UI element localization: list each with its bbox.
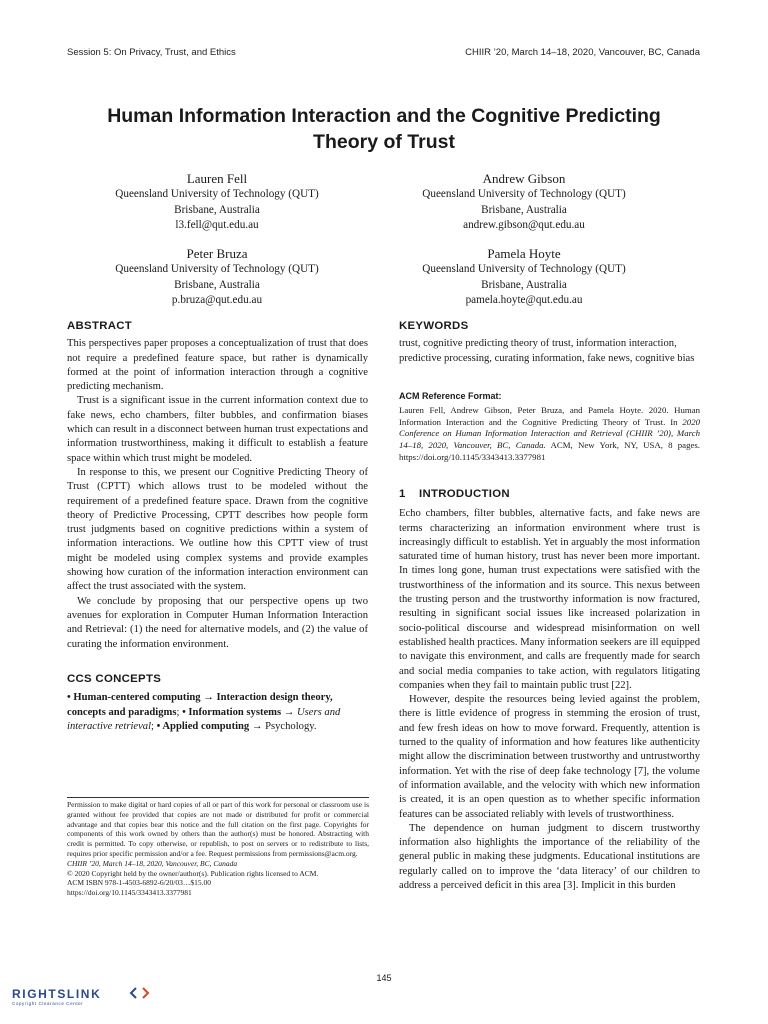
abstract-paragraph: In response to this, we present our Cognitive Predicting Theory of Trust (CPTT) which allows trust to be modeled without the requirement of a predefined feature space. Drawn from the cognitive theory of Predictive Processing, CPTT describes how people form trust judgments based on cognitive predictions within a system of information interactions. We outline how this CPTT view of trust might be modeled using complex systems and provide examples showing how curation of the information interaction environment can affect the trust associated with the system. <box>67 466 368 593</box>
permission-copyright: © 2020 Copyright held by the owner/author(s). Publication rights licensed to ACM. <box>67 868 319 878</box>
author-name: Pamela Hoyte <box>487 246 561 261</box>
author-affiliation: Queensland University of Technology (QUT) <box>422 263 626 275</box>
logo-chevron-icon <box>143 988 148 998</box>
author-email[interactable]: pamela.hoyte@qut.edu.au <box>465 294 583 306</box>
introduction-paragraph: The dependence on human judgment to discern trustworthy information also highlights the importance of the reliability of the general public in making these judgments. Educational institutions are regularly called on to improve the ‘data literacy’ of our children to address a perceived deficit in this area [3]. Implicit in this burden <box>399 822 700 892</box>
paper-title <box>60 103 708 155</box>
acm-reference-heading: ACM Reference Format: <box>399 391 502 401</box>
ccs-concept-psychology: → Psychology. <box>249 720 317 732</box>
introduction-heading <box>399 487 700 501</box>
rightslink-logo-text: RIGHTSLINK <box>12 987 102 1001</box>
running-header-session: Session 5: On Privacy, Trust, and Ethics <box>67 47 236 58</box>
paper-title-line-1: Human Information Interaction and the Cognitive Predicting <box>107 105 661 127</box>
author-location: Brisbane, Australia <box>174 203 260 216</box>
author-block-1 <box>67 170 367 234</box>
author-block-4 <box>374 245 674 309</box>
permission-doi[interactable]: https://doi.org/10.1145/3343413.3377981 <box>67 888 192 898</box>
logo-chevron-icon <box>131 988 136 998</box>
author-name: Lauren Fell <box>186 171 248 186</box>
keywords-text: trust, cognitive predicting theory of trust, information interaction, predictive processing, curating information, fake news, cognitive bias <box>399 338 695 364</box>
section-title: INTRODUCTION <box>419 488 510 500</box>
introduction-paragraph: However, despite the resources being levied against the problem, there is little evidence of progress in stemming the erosion of trust, and few fresh ideas on how to move forward. Frequently, attention is turned to the quality of information and how features like authenticity might allow the discrimination between trustworthy and untrustworthy information. Yet with the rise of deep fake technology [7], the volume of information available, and the velocity with which new information is created, it is an open question as to whether specific information features can be associated reliably with levels of trustworthiness. <box>399 694 700 820</box>
permission-isbn: ACM ISBN 978-1-4503-6892-6/20/03…$15.00 <box>67 878 211 888</box>
running-header-conference: CHIIR ’20, March 14–18, 2020, Vancouver, BC, Canada <box>465 47 700 58</box>
ccs-arrow: → <box>281 706 298 718</box>
page-number: 145 <box>376 973 392 983</box>
abstract-section <box>67 319 368 652</box>
author-block-2 <box>374 170 674 234</box>
section-number: 1 <box>399 488 406 500</box>
ccs-separator: ; <box>151 720 157 732</box>
author-location: Brisbane, Australia <box>481 278 567 291</box>
abstract-paragraph: Trust is a significant issue in the current information context due to fake news, echo chambers, filter bubbles, and confirmation biases which can result in a disconnect between human trust expectations and information trustworthiness, making it difficult to establish a feature space within which trust might be modeled. <box>67 395 368 464</box>
ccs-concepts-heading: CCS CONCEPTS <box>67 673 162 685</box>
acm-reference-venue: 2020 Conference on Human Information Interaction and Retrieval (CHIIR ’20), March 14–18, 2020, Vancouver, BC, Canada. <box>399 416 700 451</box>
ccs-concept-info-systems: • Information systems <box>182 706 282 718</box>
introduction-paragraph: Echo chambers, filter bubbles, alternative facts, and fake news are terms characterizing an information environment where trust is increasingly difficult to establish. Yet in arguably the most information saturated time of human history, trust has never been more important. In times long gone, human trust expectations were satisfied with the trustworthiness of the information and its source. This nexus between the trusting person and the trustworthy information is now fractured, resulting in significant social issues like increased polarization in socio-political discourse and widespread misinformation on well established health practices. Many information seekers are ill equipped to navigate this environment, and calls are frequently made for search and social media companies to take action, with regulators litigating companies when they fail to maintain public trust [22]. <box>399 508 700 691</box>
paper-title-line-2: Theory of Trust <box>313 131 455 153</box>
author-location: Brisbane, Australia <box>174 278 260 291</box>
ccs-concepts-section <box>67 672 368 734</box>
acm-reference-text <box>399 405 700 463</box>
acm-reference-section <box>399 389 700 463</box>
abstract-paragraph: We conclude by proposing that our perspective opens up two avenues for exploration in Computer Human Information Interaction and Retrieval: (1) the need for alternative models, and (2) the value of curating the information environment. <box>67 595 368 650</box>
author-email[interactable]: p.bruza@qut.edu.au <box>171 294 263 306</box>
ccs-concept-users-retrieval: Users and interactive retrieval <box>67 706 341 732</box>
ccs-concept-hcc: • Human-centered computing → Interaction design theory, concepts and paradigms <box>67 692 333 718</box>
abstract-heading: ABSTRACT <box>67 320 133 332</box>
author-name: Andrew Gibson <box>482 171 566 186</box>
ccs-separator: ; <box>176 706 183 718</box>
introduction-section <box>399 487 700 893</box>
author-email[interactable]: andrew.gibson@qut.edu.au <box>463 219 585 231</box>
keywords-section <box>399 319 700 366</box>
author-name: Peter Bruza <box>186 246 248 261</box>
acm-reference-authors: Lauren Fell, Andrew Gibson, Peter Bruza, and Pamela Hoyte. 2020. Human Information Interaction and the Cognitive Predicting Theory of Trust. In <box>399 405 700 427</box>
permission-text: Permission to make digital or hard copies of all or part of this work for personal or classroom use is granted without fee provided that copies are not made or distributed for profit or commercial advantage and that copies bear this notice and the full citation on the first page. Copyrights for components of this work owned by others than the author(s) must be honored. Abstracting with credit is permitted. To copy otherwise, or republish, to post on servers or to redistribute to lists, requires prior specific permission and/or a fee. Request permissions from permissions@acm.org. <box>67 800 369 858</box>
author-affiliation: Queensland University of Technology (QUT) <box>115 188 319 200</box>
permission-notice <box>67 800 369 898</box>
author-affiliation: Queensland University of Technology (QUT) <box>422 188 626 200</box>
author-affiliation: Queensland University of Technology (QUT) <box>115 263 319 275</box>
keywords-heading: KEYWORDS <box>399 320 469 332</box>
ccs-concepts-text <box>67 691 368 734</box>
author-email[interactable]: l3.fell@qut.edu.au <box>175 219 259 231</box>
footnote-divider <box>67 797 369 798</box>
rightslink-logo <box>12 985 162 1007</box>
rightslink-logo-subtext: Copyright Clearance Center <box>12 1001 84 1006</box>
author-location: Brisbane, Australia <box>481 203 567 216</box>
ccs-concept-applied: • Applied computing <box>156 720 250 732</box>
acm-reference-doi[interactable]: ACM, New York, NY, USA, 8 pages. https://doi.org/10.1145/3343413.3377981 <box>399 440 701 462</box>
author-block-3 <box>67 245 367 309</box>
abstract-paragraph: This perspectives paper proposes a conceptualization of trust that does not require a predefined feature space, but rather is dynamically formed at the point of information interaction through a cognitive predicting mechanism. <box>67 338 368 393</box>
permission-conference: CHIIR ’20, March 14–18, 2020, Vancouver, BC, Canada <box>67 858 238 868</box>
